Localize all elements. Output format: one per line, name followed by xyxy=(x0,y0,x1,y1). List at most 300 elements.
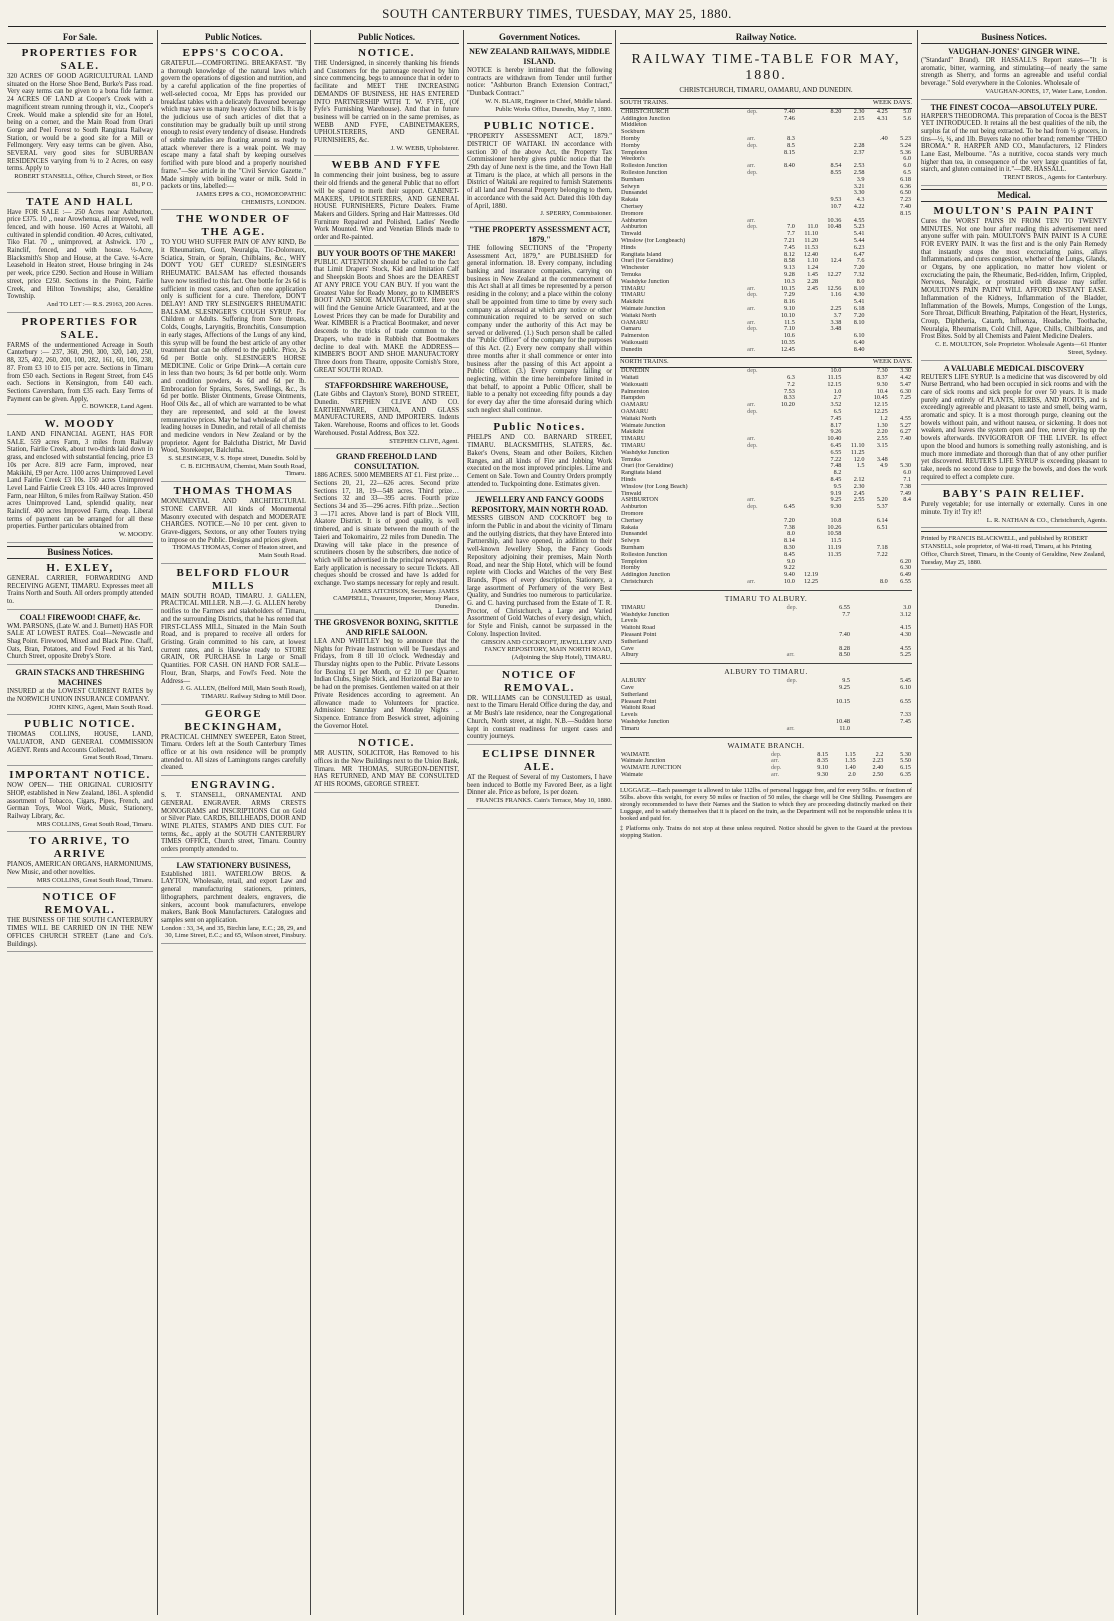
timetable-row xyxy=(620,218,912,225)
time-cell xyxy=(796,163,819,170)
time-cell: 3.0 xyxy=(903,603,911,611)
ad-signature: J. W. WEBB, Upholsterer. xyxy=(390,144,459,152)
timetable-row xyxy=(620,436,912,443)
time-cell xyxy=(773,457,796,464)
ad-signature: W. MOODY. xyxy=(118,531,153,539)
advertisement xyxy=(161,567,306,705)
time-cell: 11.0 xyxy=(807,223,819,231)
advertisement xyxy=(921,488,1107,528)
station-name: Hampden xyxy=(621,395,646,402)
timetable-row xyxy=(620,292,912,299)
time-cell xyxy=(796,306,819,313)
time-cell xyxy=(889,306,912,313)
time-cell xyxy=(773,177,796,184)
time-cell xyxy=(866,320,889,327)
timetable-row xyxy=(620,143,912,150)
time-cell: 6.5 xyxy=(903,168,911,176)
time-cell xyxy=(889,402,912,409)
station-name: Rangitata Island xyxy=(621,470,662,477)
time-cell xyxy=(842,525,865,532)
station-name: Washdyke Junction xyxy=(621,278,670,285)
advertisement xyxy=(161,779,306,858)
ad-title: EPPS'S COCOA. xyxy=(182,47,285,59)
timetable-row xyxy=(620,231,912,238)
station-name: Winslow (for Long Beach) xyxy=(621,483,688,490)
time-cell xyxy=(819,143,842,150)
timetable-row xyxy=(620,511,912,518)
advertisement xyxy=(314,159,459,245)
albury-timaru-heading: ALBURY TO TIMARU. xyxy=(620,663,912,676)
timetable-row xyxy=(620,632,912,639)
ad-signature: JAMES EPPS & CO., HOMOEOPATHIC CHEMISTS, LONDON. xyxy=(196,190,306,206)
time-cell xyxy=(842,129,865,136)
time-cell xyxy=(819,238,842,245)
time-cell: 9.40 xyxy=(784,571,795,579)
time-cell xyxy=(773,436,796,443)
time-cell: 11.35 xyxy=(827,550,842,558)
time-cell: 12.19 xyxy=(804,571,819,579)
timetable-row xyxy=(620,504,912,511)
time-cell: 2.30 xyxy=(853,482,865,490)
time-cell xyxy=(889,450,912,457)
time-cell xyxy=(796,457,819,464)
ad-signature: STEPHEN CLIVE, Agent. xyxy=(389,437,459,445)
time-cell: 1.15 xyxy=(844,750,856,758)
time-cell: 5.47 xyxy=(900,380,911,388)
timetable-row xyxy=(620,326,912,333)
timetable-row xyxy=(620,646,912,653)
timetable-row xyxy=(620,108,912,115)
time-cell: 7.40 xyxy=(900,435,911,443)
time-cell: 10.10 xyxy=(780,311,795,319)
waimate-heading: WAIMATE BRANCH. xyxy=(620,737,912,750)
ad-body: LAND AND FINANCIAL AGENT, HAS FOR SALE. 559 acres Farm, 3 miles from Railway Station, Fairlie Creek, about two-thirds laid down in grass, and enclosed with substantial fencing, price £3 10s per Acre. 819 acre Farm, improved, near Makikihi, £9 per Acre. 1100 acres Unimproved Level Land Fairlie Creek £3 10s. 150 acres Unimproved Level Land Fairlie Creek £3 10s. 440 acres Improved Farm, near Hilton, 6 miles from Railway Station. 450 acres Unimproved Land, splendid quality, near Rainclif. 400 acres Improved Farm, cheap. Liberal terms of payment can be arranged for all these properties. Further particulars obtained from xyxy=(7,431,153,531)
time-cell xyxy=(851,678,882,685)
time-cell: 4.22 xyxy=(853,202,865,210)
ad-title: MOULTON'S PAIN PAINT xyxy=(933,204,1095,217)
time-cell xyxy=(866,565,889,572)
ad-body: Cures the WORST PAINS IN FROM TEN TO TWENTY MINUTES. Not one hour after reading this advertisement need anyone suffer with pain. MOULTON'S PAIN PAINT IS A CURE FOR EVERY PAIN. It was the first and is the only Pain Remedy that instantly stops the most excruciating pains, allays Inflammations, and cures congestion, whether of the Lungs, Glands, or Organs, by one application, no matter how violent or excruciating the pain, the Rheumatic, Bed-ridden, Infirm, Crippled, Nervous, Neuralgic, or prostrated with disease may suffer. MOULTON'S PAIN PAINT WILL AFFORD INSTANT EASE. Inflammation of the Kidneys, Inflammation of the Bladder, Inflammation of the Bowels, Mumps, Congestion of the Lungs, Sore Throat, Difficult Breathing, Palpitation of the Heart, Hysterics, Croup, Diphtheria, Catarrh, Influenza, Headache, Toothache, Neuralgia, Rheumatism, Cold Chill, Ague, Chills, Chilblains, and Frost Bites. Sold by all Chemists and Patent Medicine Dealers. xyxy=(921,217,1107,341)
timetable-row xyxy=(620,156,912,163)
advertisement xyxy=(7,196,153,313)
ad-body: PHELPS AND CO. BARNARD STREET, TIMARU. BLACKSMITHS, SLATERS, &c. Baker's Ovens, Steam and other Boilers, Kitchen Ranges, and all kinds of Fire and Jobbing Work executed on the most improved principles. Lime and Cement on Sale. Town and Country Orders promptly attended to. Tuckpointing done. Estimates given. xyxy=(467,434,612,488)
timetable-row xyxy=(620,572,912,579)
advertisement xyxy=(161,708,306,777)
station-name: Temuka xyxy=(621,271,641,278)
ad-body: THOMAS COLLINS, HOUSE, LAND, VALUATOR, AND GENERAL COMMISSION AGENT. Rents and Accounts Collected. xyxy=(7,731,153,754)
time-cell: 8.3 xyxy=(787,134,795,142)
time-cell: 6.35 xyxy=(900,770,911,778)
time-cell: 8.40 xyxy=(853,345,865,353)
time-cell: 2.15 xyxy=(853,114,865,122)
time-cell xyxy=(842,402,865,409)
timetable-row xyxy=(620,375,912,382)
time-cell xyxy=(796,170,819,177)
dep-arr-marker xyxy=(746,525,773,532)
time-cell xyxy=(889,531,912,538)
timetable-row xyxy=(620,726,912,733)
timetable-row xyxy=(620,265,912,272)
station-name: Orari (for Geraldine) xyxy=(621,258,673,265)
time-cell: 7.23 xyxy=(900,196,911,204)
advertisement xyxy=(7,835,153,888)
time-cell: 9.25 xyxy=(830,496,842,504)
station-name: Washdyke Junction xyxy=(621,449,670,456)
time-cell xyxy=(820,705,851,712)
time-cell: 7.46 xyxy=(784,114,795,122)
time-cell: 10.48 xyxy=(836,717,850,725)
timetable-row xyxy=(620,429,912,436)
time-cell xyxy=(796,340,819,347)
dep-arr-marker xyxy=(746,423,773,430)
time-cell xyxy=(889,511,912,518)
column-for-sale xyxy=(4,30,156,1615)
time-cell: 6.14 xyxy=(876,516,888,524)
time-cell xyxy=(889,340,912,347)
dep-arr-marker xyxy=(746,531,773,538)
station-name: Templeton xyxy=(621,149,648,156)
time-cell xyxy=(866,150,889,157)
time-cell: 3.30 xyxy=(900,367,911,375)
time-cell: 5.23 xyxy=(900,134,911,142)
time-cell: 8.40 xyxy=(784,162,795,170)
time-cell: 8.33 xyxy=(784,394,795,402)
dep-arr-marker xyxy=(746,545,773,552)
ad-body: PRACTICAL CHIMNEY SWEEPER, Eaton Street, Timaru. Orders left at the South Canterbury Times office or at his own residence will be promptly attended to. All sizes of Lamingtons ranges carefully cleaned. xyxy=(161,733,306,772)
ad-title: THE GROSVENOR BOXING, SKITTLE AND RIFLE SALOON. xyxy=(314,617,459,637)
station-name: Addington Junction xyxy=(621,572,670,579)
ad-title: BABY'S PAIN RELIEF. xyxy=(942,488,1086,501)
time-cell: 6.30 xyxy=(900,564,911,572)
time-cell: 9.30 xyxy=(876,380,888,388)
time-cell: 9.26 xyxy=(830,428,842,436)
time-cell xyxy=(796,347,819,354)
time-cell: 7.53 xyxy=(784,387,795,395)
station-name: Orari (for Geraldine) xyxy=(621,463,673,470)
time-cell xyxy=(851,719,882,726)
time-cell xyxy=(819,136,842,143)
time-cell xyxy=(889,504,912,511)
ad-body: GENERAL CARRIER, FORWARDING AND RECEIVING AGENT, TIMARU. Expresses meet all Trains North and South. All orders promptly attended to. xyxy=(7,574,153,605)
time-cell: 7.20 xyxy=(784,516,795,524)
time-cell xyxy=(866,190,889,197)
station-name: CHRISTCHURCH xyxy=(621,108,669,115)
dep-arr-marker xyxy=(746,463,773,470)
time-cell: 2.12 xyxy=(853,476,865,484)
dep-arr-marker: dep. xyxy=(747,367,758,375)
ad-title: PROPERTIES FOR SALE. xyxy=(21,315,139,341)
time-cell xyxy=(851,699,882,706)
time-cell: 12.25 xyxy=(804,577,819,585)
time-cell xyxy=(796,402,819,409)
timetable-row xyxy=(620,692,912,699)
time-cell: 8.10 xyxy=(853,284,865,292)
dep-arr-marker xyxy=(746,511,773,518)
timetable-row xyxy=(620,320,912,327)
time-cell xyxy=(889,258,912,265)
dep-arr-marker: arr. xyxy=(747,345,756,353)
timetable-row xyxy=(620,618,912,625)
time-cell: 8.0 xyxy=(787,530,795,538)
time-cell xyxy=(866,258,889,265)
time-cell xyxy=(866,197,889,204)
time-cell xyxy=(842,518,865,525)
station-name: Palmerston xyxy=(621,388,649,395)
station-name: Temuka xyxy=(621,456,641,463)
dep-arr-marker: dep. xyxy=(747,503,758,511)
timetable-row xyxy=(620,116,912,123)
time-cell: 12.25 xyxy=(873,408,888,416)
timetable-row xyxy=(620,705,912,712)
time-cell xyxy=(866,156,889,163)
dep-arr-marker xyxy=(746,333,773,340)
time-cell xyxy=(796,211,819,218)
ad-title: PUBLIC NOTICE. xyxy=(24,718,136,731)
ad-title: THE FINEST COCOA—ABSOLUTELY PURE. xyxy=(930,102,1098,112)
timetable-row xyxy=(620,545,912,552)
timetable-row xyxy=(620,299,912,306)
station-name: Waikouaiti xyxy=(621,381,648,388)
time-cell: 2.28 xyxy=(853,141,865,149)
station-name: Chertsey xyxy=(621,203,643,210)
station-name: Hinds xyxy=(621,477,636,484)
time-cell: 2.23 xyxy=(872,757,884,765)
advertisement xyxy=(467,225,612,418)
station-name: OAMARU xyxy=(621,402,649,409)
station-name: Makikihi xyxy=(621,299,644,306)
advertisement xyxy=(921,47,1107,100)
time-cell: 9.5 xyxy=(842,677,850,685)
time-cell: 8.54 xyxy=(830,162,842,170)
dep-arr-marker: dep. xyxy=(786,677,798,685)
time-cell: 7.7 xyxy=(842,610,850,618)
dep-arr-marker xyxy=(746,231,773,238)
time-cell xyxy=(866,265,889,272)
time-cell: 4.9 xyxy=(880,462,888,470)
timetable-subtitle: CHRISTCHURCH, TIMARU, OAMARU, AND DUNEDIN. xyxy=(679,86,853,94)
advertisement xyxy=(314,452,459,615)
time-cell xyxy=(889,333,912,340)
ad-body: NOW OPEN— THE ORIGINAL CURIOSITY SHOP, established in New Zealand, 1861. A splendid assortment of Tobacco, Cigars, Pipes, French, and German Toys, Wool Work, Music, Stationery, Railway Library, &c. xyxy=(7,782,153,820)
time-cell: 7.30 xyxy=(876,367,888,375)
station-name: Hornby xyxy=(621,565,640,572)
station-name: Rolleston Junction xyxy=(621,163,668,170)
section-heading-medical: Medical. xyxy=(921,189,1107,202)
time-cell xyxy=(889,279,912,286)
time-cell: 11.5 xyxy=(784,318,795,326)
time-cell: 6.55 xyxy=(900,697,911,705)
time-cell: 9.30 xyxy=(817,770,829,778)
time-cell xyxy=(819,579,842,586)
top-rule xyxy=(8,26,1106,27)
time-cell xyxy=(796,184,819,191)
station-name: Waikouaiti xyxy=(621,339,648,346)
time-cell: 10.0 xyxy=(830,367,842,375)
time-cell: 6.27 xyxy=(900,428,911,436)
time-cell: 5.20 xyxy=(876,496,888,504)
time-cell: 7.25 xyxy=(900,394,911,402)
north-trains-table xyxy=(620,357,912,585)
time-cell: 9.5 xyxy=(833,482,842,490)
time-cell xyxy=(773,429,796,436)
time-cell: 7.0 xyxy=(787,223,795,231)
station-name: Waitati xyxy=(621,375,639,382)
time-cell xyxy=(773,491,796,498)
time-cell: 5.41 xyxy=(853,230,865,238)
station-name: Waimate xyxy=(621,771,643,778)
albury-timaru-table xyxy=(620,678,912,732)
time-cell xyxy=(866,184,889,191)
time-cell xyxy=(796,197,819,204)
ad-body: LEA AND WHITLEY beg to announce that the Nights for Private Instruction will be Tuesdays and Fridays, from 8 till 10 o'clock. Wednesday and Thursday nights open to the Public. Private Lessons for Boxing £1 per Month, or £2 10 per Quarter. Indian Clubs, Single Stick, and Horizontal Bar are to be had on the premises. Gentlemen waited on at their Private Residences according to agreement. An allowance made to Volunteers for practice. Admission: Saturday and Monday Nights .. Sixpence. Entrance from Beswick street, adjoining the Governor Hotel. xyxy=(314,637,459,730)
advertisement xyxy=(7,718,153,766)
station-name: Albury xyxy=(621,652,639,659)
ad-body: In commencing their joint business, beg to assure their old friends and the general Public that no effort will be spared to merit their support. CABINET-MAKERS, UPHOLSTERERS, AND GENERAL HOUSE FURNISHERS, Picture Dealers. Frame Makers and Gilders. Spring and Hair Mattresses. Old Furniture Repaired and Polished, Ladies' Needle Work Mounted. Wire and Venetian Blinds made to order and Re-painted. xyxy=(314,172,459,242)
time-cell: 2.20 xyxy=(876,428,888,436)
time-cell: 2.28 xyxy=(807,277,819,285)
advertisement xyxy=(921,103,1107,186)
time-cell: 2.45 xyxy=(853,489,865,497)
dep-arr-marker: arr. xyxy=(747,496,756,504)
time-cell xyxy=(796,382,819,389)
ad-body: GRATEFUL—COMFORTING. BREAKFAST. "By a thorough knowledge of the natural laws which govern the operations of digestion and nutrition, and by a careful application of the fine properties of well-selected cocoa, Mr Epps has provided our breakfast tables with a delicately flavoured beverage which may save us many heavy doctors' bills. It is by the judicious use of such articles of diet that a constitution may be gradually built up until strong enough to resist every tendency of disease. Hundreds of subtle maladies are floating around us ready to attack wherever there is a weak point. We may escape many a fatal shaft by keeping ourselves fortified with pure blood and a properly nourished frame."—See article in the "Civil Service Gazette." Made simply with boiling water or milk. Sold in packets or tins, labelled:— xyxy=(161,60,306,191)
ads-public-notices-1 xyxy=(161,47,306,944)
section-heading-for-sale: For Sale. xyxy=(7,32,153,44)
time-cell: 10.36 xyxy=(827,216,842,224)
time-cell xyxy=(796,313,819,320)
ad-signature: JAMES AITCHISON, Secretary. JAMES CAMPBELL, Treasurer, Importer, Moray Place, Dunedin. xyxy=(333,587,459,611)
column-public-notices-2 xyxy=(310,30,462,1615)
time-cell xyxy=(796,156,819,163)
ad-title: GEORGE BECKINGHAM, xyxy=(184,707,283,733)
time-cell xyxy=(889,518,912,525)
dep-arr-marker: arr. xyxy=(770,757,780,765)
dep-arr-marker: dep. xyxy=(747,325,758,333)
time-cell xyxy=(819,122,842,129)
ad-title: NEW ZEALAND RAILWAYS, MIDDLE ISLAND. xyxy=(469,47,610,66)
time-cell: .40 xyxy=(880,134,888,142)
timetable-row xyxy=(620,463,912,470)
column-government-notices xyxy=(463,30,615,1615)
advertisement xyxy=(467,669,612,745)
time-cell: 7.10 xyxy=(784,325,795,333)
ad-signature: L. R. NATHAN & CO., Christchurch, Agents. xyxy=(986,516,1107,524)
dep-arr-marker: dep. xyxy=(747,408,758,416)
timetable-row xyxy=(620,286,912,293)
dep-arr-marker xyxy=(746,559,773,566)
time-cell: 3.7 xyxy=(833,311,842,319)
ad-title: NOTICE. xyxy=(358,737,415,750)
dep-arr-marker: dep. xyxy=(747,291,758,299)
timetable-row xyxy=(620,699,912,706)
time-cell: 6.5 xyxy=(833,408,842,416)
dep-arr-marker xyxy=(746,177,773,184)
timetable-row xyxy=(620,443,912,450)
ad-signature: GIBSON AND COCKROFT, JEWELLERY AND FANCY REPOSITORY, MAIN NORTH ROAD, (Adjoining the Ship Hotel), TIMARU. xyxy=(481,638,612,661)
ad-body: AT the Request of Several of my Customers, I have been induced to Bottle my Favored Beer, as a light Dinner ale. Price as before, 1s per dozen. xyxy=(467,773,612,797)
section-heading-public-notices: Public Notices. xyxy=(161,32,306,44)
time-cell xyxy=(866,143,889,150)
station-name: Dunedin xyxy=(621,346,643,353)
time-cell: 12.40 xyxy=(804,250,819,258)
time-cell xyxy=(819,245,842,252)
time-cell: 9.19 xyxy=(830,489,842,497)
time-cell: 2.55 xyxy=(853,496,865,504)
dep-arr-marker xyxy=(746,375,773,382)
time-cell: 8.5 xyxy=(787,141,795,149)
time-cell xyxy=(796,559,819,566)
timetable-row xyxy=(620,552,912,559)
waimate-table xyxy=(620,752,912,779)
ad-signature: S. SLESINGER, V. S. Hope street, Dunedin. Sold by C. B. EICHBAUM, Chemist, Main South Road, Timaru. xyxy=(168,455,306,478)
time-cell xyxy=(866,218,889,225)
dep-arr-marker: dep. xyxy=(770,764,782,772)
time-cell xyxy=(819,231,842,238)
time-cell: 3.48 xyxy=(876,455,888,463)
south-trains-table xyxy=(620,98,912,353)
time-cell: 7.7 xyxy=(787,230,795,238)
time-cell: 5.23 xyxy=(853,223,865,231)
timetable-row xyxy=(620,712,912,719)
time-cell: 10.26 xyxy=(827,523,842,531)
time-cell: 5.37 xyxy=(876,503,888,511)
time-cell xyxy=(866,204,889,211)
dep-arr-marker xyxy=(746,116,773,123)
time-cell xyxy=(796,525,819,532)
timetable-row xyxy=(620,313,912,320)
station-name: Washdyke Junction xyxy=(621,611,670,618)
time-cell xyxy=(819,347,842,354)
advertisement xyxy=(7,316,153,415)
time-cell xyxy=(866,177,889,184)
dep-arr-marker xyxy=(746,258,773,265)
time-cell: 5.25 xyxy=(900,651,911,659)
time-cell xyxy=(866,286,889,293)
time-cell xyxy=(866,313,889,320)
station-name: Rangitata Island xyxy=(621,251,662,258)
time-cell xyxy=(866,477,889,484)
ad-signature: VAUGHAN-JONES, 17, Water Lane, London. xyxy=(985,87,1107,95)
time-cell: 3.52 xyxy=(830,401,842,409)
dep-arr-marker: arr. xyxy=(747,304,756,312)
time-cell: 11.25 xyxy=(850,448,865,456)
time-cell: 12.4 xyxy=(830,257,842,265)
dep-arr-marker xyxy=(746,389,773,396)
time-cell: 10.40 xyxy=(827,435,842,443)
time-cell: 8.55 xyxy=(830,168,842,176)
timetable-row xyxy=(620,395,912,402)
time-cell: 5.41 xyxy=(853,298,865,306)
time-cell: 7.45 xyxy=(784,243,795,251)
ads-business-2 xyxy=(921,47,1107,186)
dep-arr-marker xyxy=(746,470,773,477)
time-cell: 7.32 xyxy=(853,270,865,278)
time-cell xyxy=(842,389,865,396)
dep-arr-marker xyxy=(746,457,773,464)
time-cell: 12.15 xyxy=(827,380,842,388)
advertisement xyxy=(921,205,1107,361)
time-cell: 6.36 xyxy=(900,182,911,190)
advertisement xyxy=(467,495,612,665)
timetable-row xyxy=(620,204,912,211)
timetable-row xyxy=(620,470,912,477)
time-cell xyxy=(796,177,819,184)
timetable-row xyxy=(620,258,912,265)
station-name: Sutherland xyxy=(621,638,648,645)
advertisement xyxy=(314,737,459,793)
time-cell xyxy=(866,531,889,538)
time-cell: 4.25 xyxy=(876,107,888,115)
